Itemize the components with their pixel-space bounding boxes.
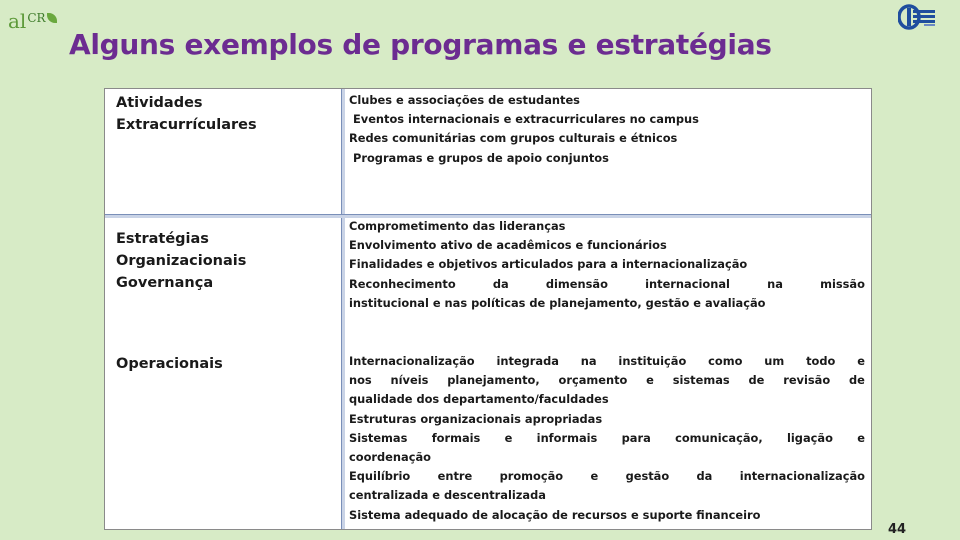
justified-line [349,371,865,390]
word: e [590,469,599,484]
word: internacional [645,276,730,291]
slide-title: Alguns exemplos de programas e estratégias [69,28,772,61]
row1-heading-line: Extracurrículares [116,117,257,133]
justified-line [349,275,865,294]
word: formais [431,430,481,445]
word: dimensão [545,276,608,291]
word: e [857,354,865,368]
row3-items [349,352,865,525]
word: entre [437,469,473,484]
word: nos [349,373,372,388]
justified-line [349,429,865,448]
row2-items [349,217,865,313]
leaf-icon [47,13,57,23]
ccr-icon [898,4,936,30]
list-item: qualidade dos departamento/faculdades [349,392,609,407]
word: e [504,430,513,445]
list-item: Eventos internacionais e extracurriculares no campus [353,112,699,127]
word: informais [536,430,598,445]
list-item: Programas e grupos de apoio conjuntos [353,150,609,165]
word: da [492,276,509,291]
row2-heading-line: Governança [116,275,214,291]
word: sistemas [672,373,730,388]
word: Internacionalização [349,354,475,368]
word: missão [820,276,865,291]
word: integrada [496,354,559,368]
list-item: Comprometimento das lideranças [349,219,566,233]
row3-heading [116,353,223,375]
word: instituição [618,354,687,368]
row2-heading [116,228,246,294]
word: e [857,430,865,445]
list-item: Finalidades e objetivos articulados para a internacionalização [349,257,748,272]
word: Equilíbrio [349,469,411,484]
word: para [621,430,651,445]
word: da [696,469,713,484]
institution-logo-right [898,4,936,30]
word: orçamento [558,373,628,388]
word: como [708,354,743,368]
column-divider [341,89,345,529]
word: de [748,373,765,388]
word: comunicação, [675,430,763,445]
word: promoção [499,469,564,484]
word: todo [806,354,836,368]
list-item: Clubes e associações de estudantes [349,93,580,107]
logo-text-a: al [8,9,27,33]
word: na [767,276,783,291]
word: revisão [783,373,831,388]
page-number: 44 [888,522,907,537]
row1-items [349,91,865,168]
row3-heading-line: Operacionais [116,356,223,372]
row1-heading-line: Atividades [116,95,203,111]
logo-text-b: CR [27,11,46,25]
word: gestão [625,469,670,484]
list-item: Envolvimento ativo de acadêmicos e funcionários [349,238,667,253]
word: Sistemas [349,430,408,445]
row1-heading [116,92,257,136]
word: planejamento, [447,373,540,388]
word: Reconhecimento [349,276,456,291]
justified-line [349,352,865,371]
list-item: centralizada e descentralizada [349,488,546,503]
word: de [849,373,865,388]
list-item: coordenação [349,450,431,465]
programs-table [104,88,872,530]
list-item: Sistema adequado de alocação de recursos e suporte financeiro [349,507,761,522]
word: na [580,354,597,368]
list-item: institucional e nas políticas de planejamento, gestão e avaliação [349,295,766,310]
word: internacionalização [739,469,865,484]
institution-logo-left [8,6,64,32]
word: ligação [786,430,833,445]
row2-heading-line: Organizacionais [116,253,247,269]
word: um [764,354,785,368]
list-item: Redes comunitárias com grupos culturais e étnicos [349,131,678,146]
word: e [646,373,654,388]
row2-heading-line: Estratégias [116,231,209,247]
justified-line [349,467,865,486]
word: níveis [390,373,429,388]
list-item: Estruturas organizacionais apropriadas [349,411,603,426]
